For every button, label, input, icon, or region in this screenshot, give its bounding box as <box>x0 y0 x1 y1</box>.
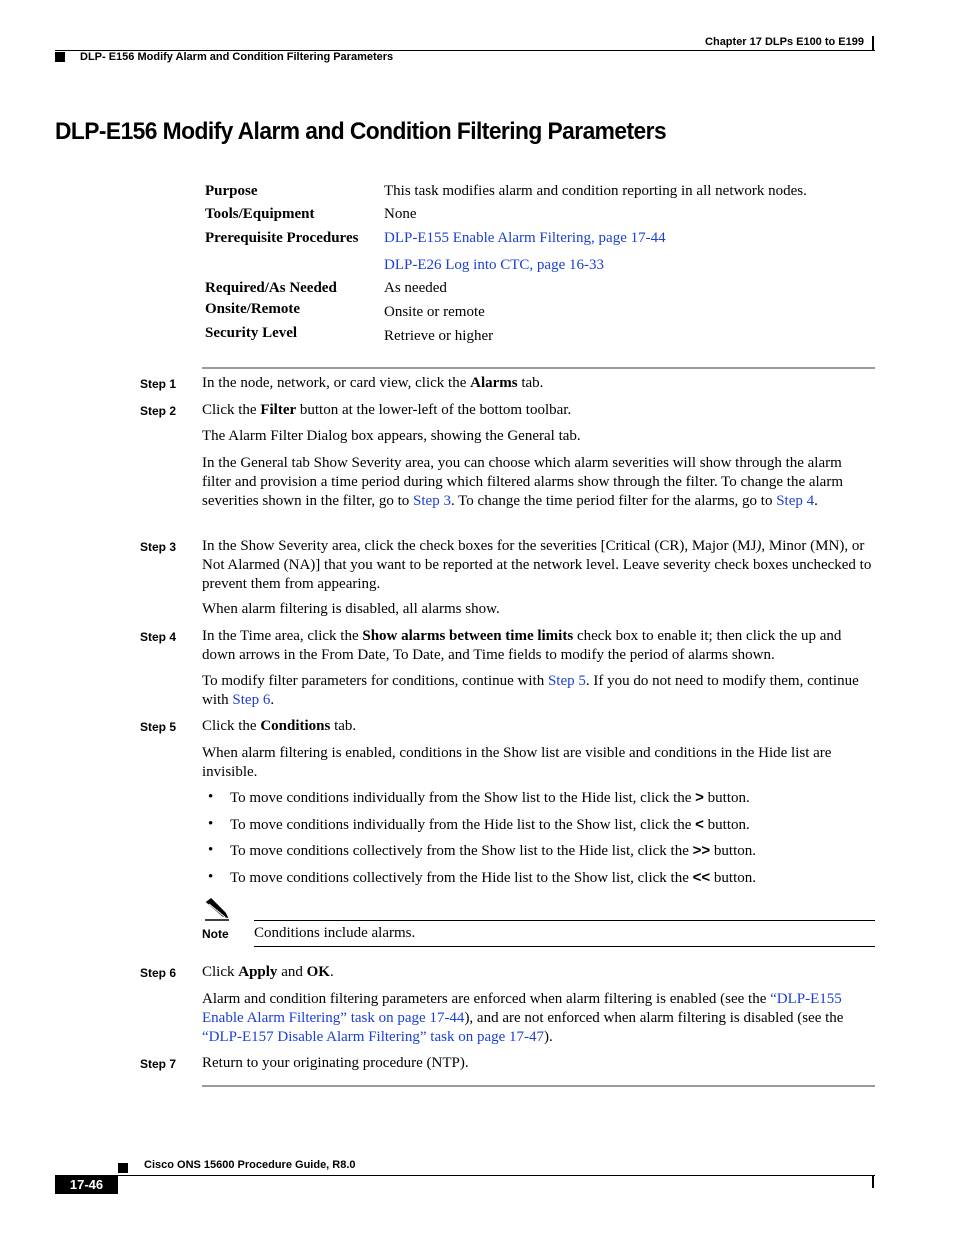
table-divider <box>202 367 875 369</box>
link-step-6[interactable]: Step 6 <box>232 692 271 708</box>
step-7-text: Return to your originating procedure (NTP). <box>202 1055 469 1071</box>
prereq-link-dlp-e26[interactable]: DLP-E26 Log into CTC, page 16-33 <box>384 257 604 273</box>
step-1-text: In the node, network, or card view, click the Alarms tab. <box>202 375 544 391</box>
prereq-link-dlp-e155[interactable]: DLP-E155 Enable Alarm Filtering, page 17-44 <box>384 230 666 246</box>
bullet-marker: • <box>208 842 214 858</box>
footer-marker <box>118 1163 128 1173</box>
bullet-item: To move conditions individually from the Show list to the Hide list, click the > button. <box>230 789 750 806</box>
step-4-text: In the Time area, click the Show alarms between time limits check box to enable it; then click the up and down arrows in the From Date, To Date, and Time fields to modify the period of alarms shown. <box>202 628 842 663</box>
bullet-marker: • <box>208 789 214 805</box>
step-1-label: Step 1 <box>140 377 177 391</box>
step-3-text: In the Show Severity area, click the check boxes for the severities [Critical (CR), Major (MJ), Minor (MN), or Not Alarmed (NA)] that you want to be reported at the network level. Leave severity check boxes unchecked to prevent them from appearing. <box>202 538 872 592</box>
bullet-marker: • <box>208 869 214 885</box>
footer-vertical-bar <box>872 1176 874 1188</box>
link-dlp-e157[interactable]: “DLP-E157 Disable Alarm Filtering” task on page 17-47 <box>202 1029 545 1045</box>
note-bottom-rule <box>254 946 875 947</box>
step-3-disabled-text: When alarm filtering is disabled, all alarms show. <box>202 601 500 617</box>
step-6-text: Click Apply and OK. <box>202 964 334 980</box>
step-2-severity-text: In the General tab Show Severity area, you can choose which alarm severities will show through the alarm filter and provision a time period during which filtered alarms show through the filter. To change the alarm severities shown in the filter, go to Step 3. To change the time period filter for the alarms, go to Step 4. <box>202 455 843 509</box>
step-5-visibility-text: When alarm filtering is enabled, conditions in the Show list are visible and conditions in the Hide list are invisible. <box>202 745 832 780</box>
link-step-3[interactable]: Step 3 <box>413 493 451 509</box>
purpose-label: Purpose <box>205 183 258 199</box>
security-value: Retrieve or higher <box>384 328 494 344</box>
chapter-header: Chapter 17 DLPs E100 to E199 <box>705 36 864 48</box>
tools-value: None <box>384 206 417 222</box>
step-2-label: Step 2 <box>140 404 177 418</box>
bullet-item: To move conditions individually from the Hide list to the Show list, click the < button. <box>230 816 750 833</box>
page-number: 17-46 <box>55 1176 118 1194</box>
required-label: Required/As Needed <box>205 280 337 296</box>
step-5-text: Click the Conditions tab. <box>202 718 357 734</box>
step-4-label: Step 4 <box>140 630 177 644</box>
note-text: Conditions include alarms. <box>254 925 416 941</box>
step-2-dialog-text: The Alarm Filter Dialog box appears, showing the General tab. <box>202 428 581 444</box>
header-marker <box>55 52 65 62</box>
step-2-text: Click the Filter button at the lower-left of the bottom toolbar. <box>202 402 572 418</box>
procedure-end-rule <box>202 1085 875 1087</box>
step-5-label: Step 5 <box>140 720 177 734</box>
link-step-4[interactable]: Step 4 <box>776 493 815 509</box>
header-vertical-bar <box>872 36 874 50</box>
note-top-rule <box>254 920 875 921</box>
footer-title: Cisco ONS 15600 Procedure Guide, R8.0 <box>144 1159 356 1171</box>
purpose-value: This task modifies alarm and condition reporting in all network nodes. <box>384 183 807 199</box>
footer-rule <box>55 1175 875 1176</box>
bullet-item: To move conditions collectively from the Hide list to the Show list, click the << button. <box>230 869 756 886</box>
onsite-label: Onsite/Remote <box>205 301 300 317</box>
required-value: As needed <box>384 280 447 296</box>
page-title: DLP-E156 Modify Alarm and Condition Filtering Parameters <box>55 118 667 145</box>
bullet-marker: • <box>208 816 214 832</box>
step-6-label: Step 6 <box>140 966 177 980</box>
link-dlp-e155[interactable]: “DLP-E155 Enable Alarm Filtering” task on page 17-44 <box>202 991 842 1026</box>
security-label: Security Level <box>205 325 298 341</box>
step-6-enforcement-text: Alarm and condition filtering parameters are enforced when alarm filtering is enabled (see the “DLP-E155 Enable Alarm Filtering” task on page 17-44), and are not enforced when alarm filtering is disabled (see the “DLP-E157 Disable Alarm Filtering” task on page 17-47). <box>202 991 844 1045</box>
step-7-label: Step 7 <box>140 1057 177 1071</box>
bullet-item: To move conditions collectively from the Show list to the Hide list, click the >> button. <box>230 842 756 859</box>
onsite-value: Onsite or remote <box>384 304 485 320</box>
pencil-note-icon <box>203 898 231 922</box>
tools-label: Tools/Equipment <box>205 206 315 222</box>
step-4-continue-text: To modify filter parameters for conditions, continue with Step 5. If you do not need to modify them, continue with Step 6. <box>202 673 859 708</box>
link-step-5[interactable]: Step 5 <box>547 673 586 689</box>
prereq-label: Prerequisite Procedures <box>205 230 359 246</box>
note-label: Note <box>202 927 229 941</box>
step-3-label: Step 3 <box>140 540 177 554</box>
section-header: DLP- E156 Modify Alarm and Condition Filtering Parameters <box>80 51 394 63</box>
